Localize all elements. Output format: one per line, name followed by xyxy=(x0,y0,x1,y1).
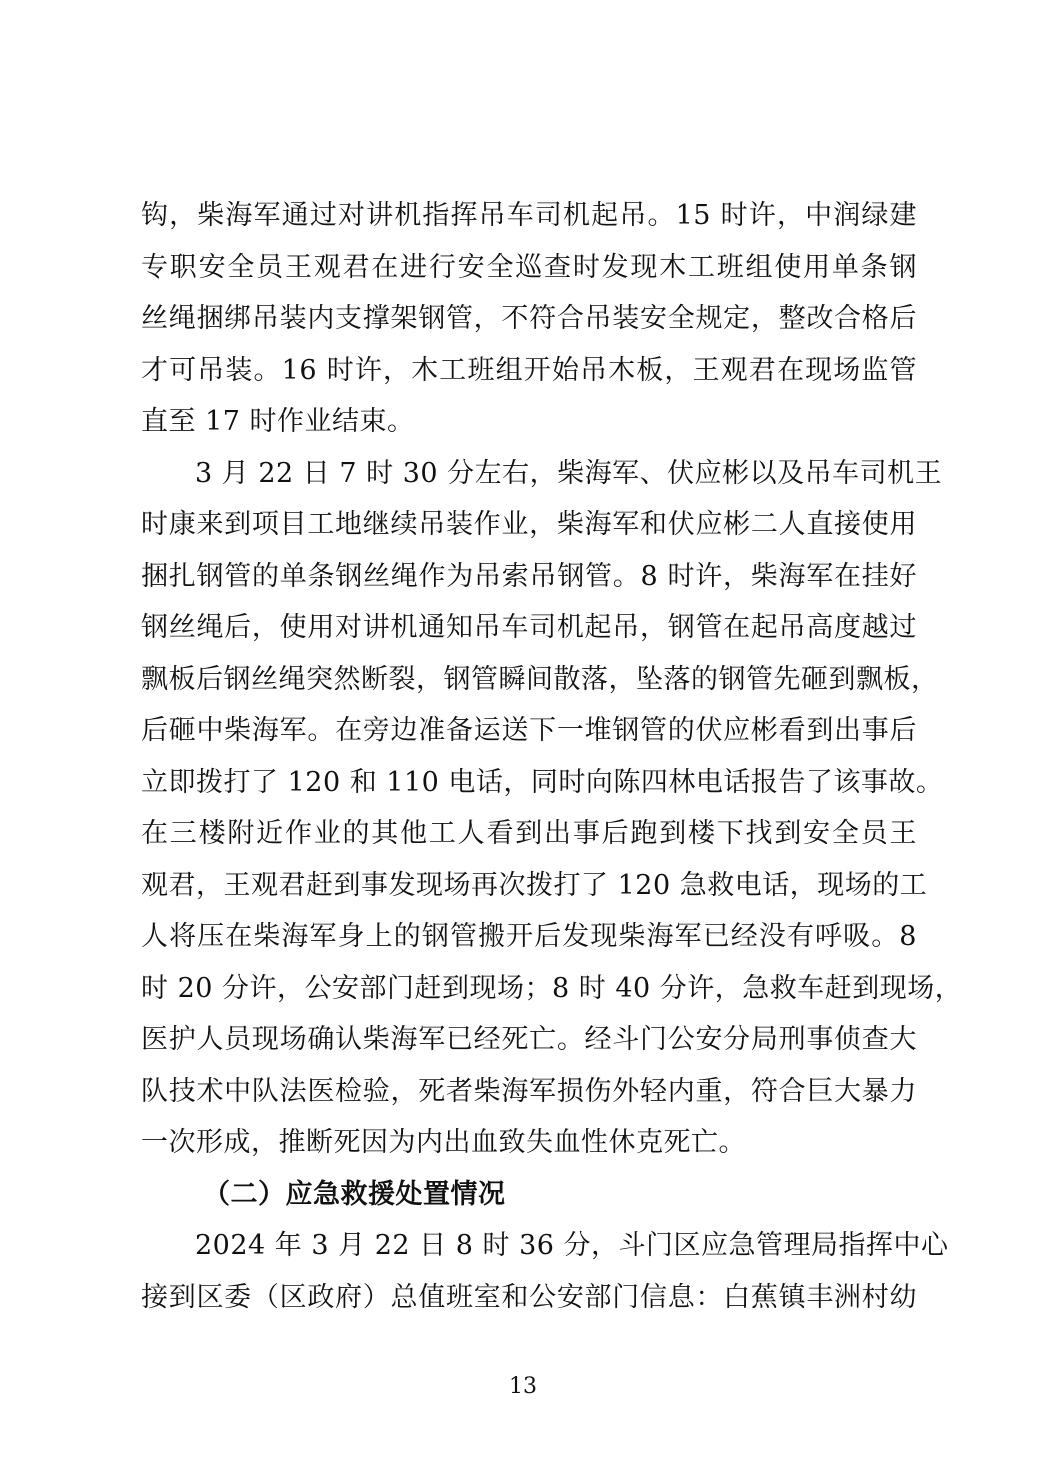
text-line: 在三楼附近作业的其他工人看到出事后跑到楼下找到安全员王 xyxy=(141,818,917,849)
page-number: 13 xyxy=(509,1374,537,1399)
text-line: 直至 17 时作业结束。 xyxy=(141,406,415,437)
text-line: 丝绳捆绑吊装内支撑架钢管，不符合吊装安全规定，整改合格后 xyxy=(141,303,917,334)
text-line: 3 月 22 日 7 时 30 分左右，柴海军、伏应彬以及吊车司机王 xyxy=(195,457,943,489)
text-line: 接到区委（区政府）总值班室和公安部门信息：白蕉镇丰洲村幼 xyxy=(141,1281,917,1313)
section-heading: （二）应急救援处置情况 xyxy=(203,1178,506,1210)
text-line: 人将压在柴海军身上的钢管搬开后发现柴海军已经没有呼吸。8 xyxy=(141,921,917,952)
text-line: 队技术中队法医检验，死者柴海军损伤外轻内重，符合巨大暴力 xyxy=(141,1075,917,1107)
text-line: 才可吊装。16 时许，木工班组开始吊木板，王观君在现场监管 xyxy=(141,354,917,386)
body-text xyxy=(141,190,963,1323)
text-line: 一次形成，推断死因为内出血致失血性休克死亡。 xyxy=(141,1127,746,1158)
text-line: 2024 年 3 月 22 日 8 时 36 分，斗门区应急管理局指挥中心 xyxy=(195,1230,949,1261)
text-line: 观君，王观君赶到事发现场再次拨打了 120 急救电话，现场的工 xyxy=(141,869,928,901)
text-line: 立即拨打了 120 和 110 电话，同时向陈四林电话报告了该事故。 xyxy=(141,766,944,798)
text-line: 专职安全员王观君在进行安全巡查时发现木工班组使用单条钢 xyxy=(141,251,917,283)
text-line: 后砸中柴海军。在旁边准备运送下一堆钢管的伏应彬看到出事后 xyxy=(141,715,917,746)
text-line: 飘板后钢丝绳突然断裂，钢管瞬间散落，坠落的钢管先砸到飘板， xyxy=(141,663,939,695)
text-line: 钢丝绳后，使用对讲机通知吊车司机起吊，钢管在起吊高度越过 xyxy=(141,612,917,643)
text-line: 医护人员现场确认柴海军已经死亡。经斗门公安分局刑事侦查大 xyxy=(141,1024,917,1055)
text-line: 钩，柴海军通过对讲机指挥吊车司机起吊。15 时许，中润绿建 xyxy=(141,200,917,231)
text-line: 捆扎钢管的单条钢丝绳作为吊索吊钢管。8 时许，柴海军在挂好 xyxy=(141,560,917,592)
text-line: 时康来到项目工地继续吊装作业，柴海军和伏应彬二人直接使用 xyxy=(141,509,917,540)
text-line: 时 20 分许，公安部门赶到现场；8 时 40 分许，急救车赶到现场， xyxy=(141,972,963,1004)
